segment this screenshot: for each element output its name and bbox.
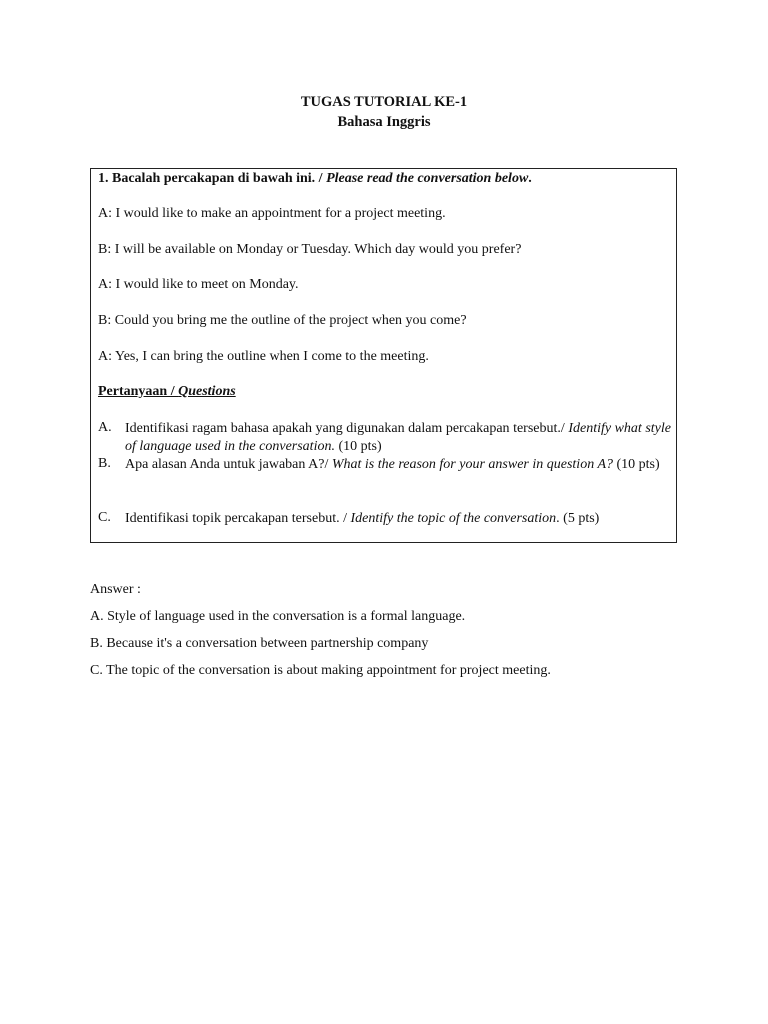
- question-a: [125, 420, 671, 456]
- question-c-text: Identifikasi topik percakapan tersebut. /: [125, 511, 351, 526]
- question-b-text: Apa alasan Anda untuk jawaban A?/: [125, 457, 332, 472]
- instruction-end: .: [528, 171, 532, 186]
- question-c: [125, 510, 671, 528]
- questions-heading: [98, 384, 236, 400]
- question-b-letter: B.: [98, 456, 111, 471]
- conversation-line-5: A: Yes, I can bring the outline when I come to the meeting.: [98, 349, 429, 364]
- question-a-points: (10 pts): [334, 439, 382, 454]
- answer-b: B. Because it's a conversation between partnership company: [90, 636, 429, 651]
- conversation-line-2: B: I will be available on Monday or Tuesday. Which day would you prefer?: [98, 242, 522, 257]
- conversation-line-4: B: Could you bring me the outline of the project when you come?: [98, 313, 467, 328]
- question-b-points: (10 pts): [613, 457, 660, 472]
- question-c-english: Identify the topic of the conversation: [350, 511, 557, 526]
- conversation-line-3: A: I would like to meet on Monday.: [98, 277, 299, 292]
- instruction-english: Please read the conversation below: [326, 171, 529, 186]
- instruction-text: 1. Bacalah percakapan di bawah ini. /: [98, 171, 327, 186]
- question-c-letter: C.: [98, 510, 111, 525]
- answer-label: Answer :: [90, 582, 141, 597]
- question-b-english: What is the reason for your answer in question A?: [331, 457, 613, 472]
- question-a-text: Identifikasi ragam bahasa apakah yang digunakan dalam percakapan tersebut./: [125, 421, 569, 436]
- answer-a: A. Style of language used in the conversation is a formal language.: [90, 609, 466, 624]
- questions-heading-english: Questions: [178, 384, 236, 399]
- question-b: [125, 456, 671, 474]
- questions-heading-text: Pertanyaan /: [98, 384, 179, 399]
- instruction-line: [98, 171, 532, 187]
- document-subtitle: Bahasa Inggris: [337, 114, 431, 130]
- answer-c: C. The topic of the conversation is about making appointment for project meeting.: [90, 663, 551, 678]
- question-c-points: . (5 pts): [556, 511, 600, 526]
- document-title: TUGAS TUTORIAL KE-1: [300, 94, 468, 110]
- task-box: [90, 168, 677, 543]
- question-a-english: Identify what style of language used in the conversation.: [125, 421, 671, 454]
- question-a-letter: A.: [98, 420, 112, 435]
- conversation-line-1: A: I would like to make an appointment for a project meeting.: [98, 206, 446, 221]
